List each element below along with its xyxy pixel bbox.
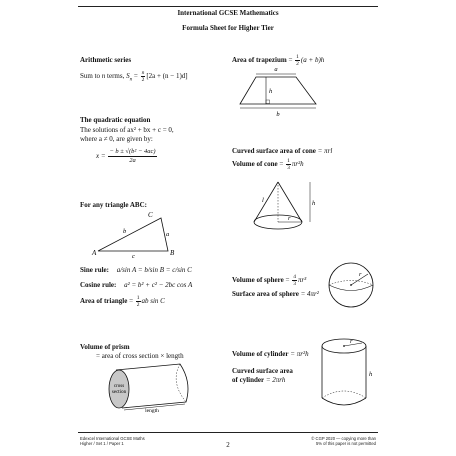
cylinder-curved-label-1: Curved surface area — [232, 367, 293, 375]
cone-label-r: r — [288, 215, 291, 222]
triangle-vertex-c: C — [148, 211, 153, 219]
triangle-vertex-a: A — [92, 249, 97, 257]
sphere-centre — [350, 284, 352, 286]
triangle-diagram — [88, 210, 184, 260]
top-rule — [78, 6, 378, 7]
footer-right-line-2: 5% of this paper is not permitted — [315, 441, 376, 447]
sphere-label-r: r — [359, 271, 362, 278]
cylinder-radius-line — [344, 343, 362, 346]
cosine-rule: Cosine rule: a² = b² + c² − 2bc cos A — [80, 281, 193, 289]
arithmetic-series-heading: Arithmetic series — [80, 56, 132, 64]
triangle-vertex-b: B — [170, 249, 175, 257]
quadratic-heading: The quadratic equation — [80, 116, 151, 124]
trapezium-shape — [240, 77, 316, 104]
trapezium-right-angle — [266, 100, 270, 104]
cone-label-h: h — [312, 200, 316, 207]
triangle-heading: For any triangle ABC: — [80, 201, 147, 209]
trapezium-diagram — [232, 64, 322, 118]
prism-cross-label-2: section — [111, 390, 127, 395]
trapezium-label-h: h — [269, 88, 273, 95]
prism-diagram — [108, 362, 198, 414]
footer-left-line-1: Edexcel International GCSE Maths — [80, 436, 145, 441]
prism-heading: Volume of prism — [80, 343, 130, 351]
quadratic-line-1: The solutions of ax² + bx + c = 0, — [80, 126, 174, 134]
triangle-shape — [98, 218, 168, 251]
cylinder-label-h: h — [369, 371, 373, 378]
footer-left-line-2: Higher / Set 1 / Paper 1 — [80, 441, 124, 447]
cylinder-base-back — [322, 391, 366, 398]
prism-hidden-edge — [176, 364, 186, 402]
trapezium-formula: Area of trapezium = $\frac{1}{2}$ (a + b)h — [232, 54, 325, 67]
sphere-surface-area: Surface area of sphere = 4πr² — [232, 290, 319, 298]
trapezium-label-b: b — [276, 111, 280, 118]
triangle-side-c: c — [132, 253, 135, 260]
cylinder-centre — [343, 345, 345, 347]
quadratic-formula: x = $\frac{\text{− b ± √(b² − 4ac)}}{2a}$ — [96, 148, 156, 164]
prism-formula: = area of cross section × length — [96, 352, 184, 360]
page-number: 2 — [226, 441, 230, 449]
sine-rule: Sine rule: a/sin A = b/sin B = c/sin C — [80, 266, 192, 274]
sphere-volume: Volume of sphere = $\frac{4}{3}$ πr³ — [232, 274, 307, 287]
bottom-rule — [78, 432, 378, 433]
arithmetic-series-formula: Sum to n terms, $S_n$ = $\frac{n}{2}$ [2a + (n − 1)d] — [80, 70, 188, 83]
cylinder-label-r: r — [350, 338, 353, 345]
cylinder-base-front — [322, 398, 366, 405]
footer-right-line-1: © CGP 2020 — copying more than — [311, 436, 376, 441]
footer-right — [296, 436, 376, 446]
quadratic-line-2: where a ≠ 0, are given by: — [80, 135, 153, 143]
cylinder-volume: Volume of cylinder = πr²h — [232, 350, 309, 358]
cone-diagram — [248, 178, 320, 238]
prism-length-label: length — [145, 408, 159, 414]
trapezium-label-a: a — [274, 66, 278, 73]
triangle-area: Area of triangle = $\frac{1}{2}$ ab sin C — [80, 295, 165, 308]
cone-curved-area: Curved surface area of cone = πrl — [232, 147, 333, 155]
cone-label-l: l — [262, 197, 264, 204]
triangle-side-a: a — [166, 231, 170, 238]
triangle-side-b: b — [123, 228, 127, 235]
prism-cross-section — [109, 370, 129, 408]
sphere-diagram — [326, 260, 376, 310]
cylinder-diagram — [318, 334, 374, 410]
cylinder-curved-area: of cylinder = 2πrh — [232, 376, 286, 384]
page-subtitle: Formula Sheet for Higher Tier — [182, 24, 274, 32]
prism-cross-label-1: cross — [113, 384, 125, 389]
page-title: International GCSE Mathematics — [177, 9, 279, 17]
cone-volume: Volume of cone = $\frac{1}{3}$ πr²h — [232, 158, 304, 171]
